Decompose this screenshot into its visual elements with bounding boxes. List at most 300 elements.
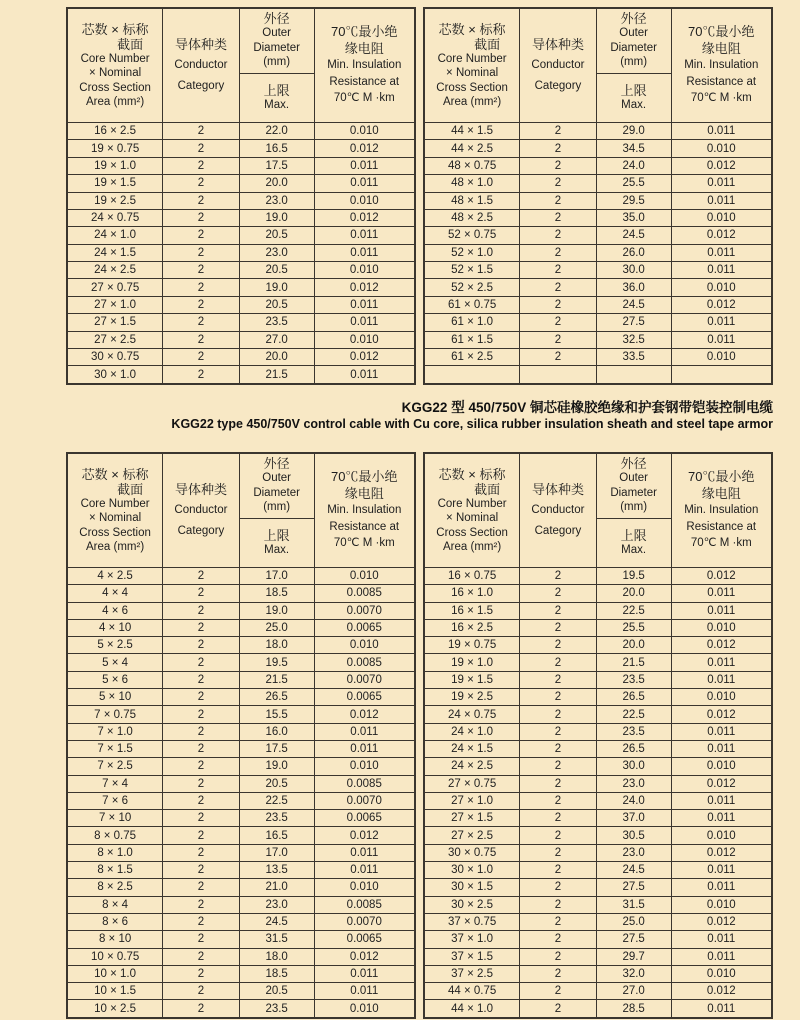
table-cell: 29.7: [596, 948, 671, 965]
header-line: 缘电阻: [701, 40, 741, 56]
header-line: Max.: [264, 98, 290, 111]
table-cell: 30.5: [596, 827, 671, 844]
table-cell: 0.012: [671, 227, 772, 244]
header-line: (mm): [263, 501, 291, 514]
header-line: Max.: [621, 543, 647, 556]
table-cell: 2: [520, 758, 597, 775]
table-row: [424, 965, 772, 982]
table-cell: 0.011: [671, 654, 772, 671]
table-cell: [520, 366, 597, 384]
table-cell: 0.010: [314, 568, 415, 585]
table-row: [424, 279, 772, 296]
table-row: [424, 262, 772, 279]
table-cell: 0.010: [314, 192, 415, 209]
table-cell: 23.0: [596, 775, 671, 792]
header-line: 缘电阻: [701, 485, 741, 501]
table-cell: 0.011: [671, 314, 772, 331]
table-cell: 2: [520, 331, 597, 348]
table-cell: 19 × 2.5: [424, 689, 520, 706]
table-cell: 0.011: [314, 366, 415, 384]
header-line: 上限: [263, 82, 290, 98]
header-line: Category: [177, 80, 225, 92]
table-cell: 0.011: [671, 792, 772, 809]
table-cell: 0.0085: [314, 896, 415, 913]
table-cell: 0.010: [671, 689, 772, 706]
header-line: Min. Insulation: [684, 59, 759, 72]
table-row: [67, 689, 415, 706]
header-line: Resistance at: [686, 75, 757, 88]
table-row: [424, 227, 772, 244]
table-cell: 52 × 1.0: [424, 244, 520, 261]
table-cell: 26.5: [239, 689, 314, 706]
table-row: [424, 948, 772, 965]
table-cell: 22.5: [239, 792, 314, 809]
header-line: 导体种类: [531, 482, 584, 497]
table-cell: 5 × 10: [67, 689, 163, 706]
table-body: [424, 123, 772, 384]
table-row: [424, 209, 772, 226]
header-min-insulation-resistance: [314, 8, 415, 123]
table-cell: 0.0085: [314, 775, 415, 792]
table-cell: 33.5: [596, 348, 671, 365]
table-row: [67, 331, 415, 348]
table-row: [67, 862, 415, 879]
header-line: 芯数 × 标称: [81, 21, 149, 37]
table-cell: 44 × 2.5: [424, 140, 520, 157]
table-cell: 0.012: [314, 827, 415, 844]
section-title-en: KGG22 type 450/750V control cable with Cu core, silica rubber insulation sheath and steel tape armor: [171, 417, 773, 431]
table-cell: 48 × 0.75: [424, 157, 520, 174]
table-row: [67, 671, 415, 688]
table-row: [67, 740, 415, 757]
table-cell: 2: [163, 983, 240, 1000]
header-line: 缘电阻: [344, 40, 384, 56]
table-row: [67, 585, 415, 602]
table-cell: 2: [163, 602, 240, 619]
table-cell: 8 × 6: [67, 913, 163, 930]
table-row: [67, 844, 415, 861]
table-row: [424, 913, 772, 930]
table-cell: 0.011: [671, 810, 772, 827]
table-cell: 32.0: [596, 965, 671, 982]
table-row: [67, 262, 415, 279]
table-row: [67, 1000, 415, 1018]
table-row: [424, 366, 772, 384]
table-row: [67, 879, 415, 896]
table-body: [424, 568, 772, 1018]
header-line: Cross Section: [436, 81, 508, 94]
table-cell: 7 × 10: [67, 810, 163, 827]
header-core-number: [67, 8, 163, 123]
table-cell: 2: [163, 827, 240, 844]
table-row: [424, 827, 772, 844]
table-cell: 0.010: [314, 758, 415, 775]
table-cell: 21.5: [239, 671, 314, 688]
table-cell: 0.010: [314, 262, 415, 279]
table-cell: 19 × 2.5: [67, 192, 163, 209]
table-cell: 44 × 0.75: [424, 983, 520, 1000]
table-cell: 0.0070: [314, 792, 415, 809]
table-cell: 8 × 2.5: [67, 879, 163, 896]
table-cell: 26.5: [596, 689, 671, 706]
table-cell: 4 × 4: [67, 585, 163, 602]
table-cell: 44 × 1.5: [424, 123, 520, 140]
table-cell: 2: [163, 671, 240, 688]
header-line: Cross Section: [79, 81, 151, 94]
table-cell: 27.5: [596, 879, 671, 896]
table-cell: 19.0: [239, 279, 314, 296]
header-line: Resistance at: [329, 520, 400, 533]
header-line: Diameter: [253, 41, 300, 54]
table-cell: 30 × 0.75: [67, 348, 163, 365]
table-cell: 2: [520, 965, 597, 982]
table-row: [67, 827, 415, 844]
table-cell: 0.0065: [314, 619, 415, 636]
table-cell: 0.011: [671, 123, 772, 140]
table-cell: 32.5: [596, 331, 671, 348]
section-title-zh: KGG22 型 450/750V 铜芯硅橡胶绝缘和护套钢带铠装控制电缆: [401, 400, 773, 415]
table-cell: 0.0070: [314, 913, 415, 930]
table-cell: 37 × 1.5: [424, 948, 520, 965]
header-line: Conductor: [174, 504, 228, 516]
table-row: [424, 123, 772, 140]
table-cell: 2: [520, 1000, 597, 1018]
table-cell: 2: [163, 706, 240, 723]
table-cell: 2: [520, 879, 597, 896]
table-row: [67, 314, 415, 331]
table-cell: 2: [163, 192, 240, 209]
header-line: Core Number: [80, 52, 150, 65]
table-cell: 19.0: [239, 758, 314, 775]
table-cell: 0.012: [314, 706, 415, 723]
header-line: 70℃最小绝: [331, 24, 398, 40]
table-cell: 7 × 6: [67, 792, 163, 809]
header-line: Category: [177, 525, 225, 537]
table-cell: 0.0070: [314, 671, 415, 688]
header-line: Conductor: [531, 59, 585, 71]
table-cell: 2: [163, 654, 240, 671]
table-cell: 22.0: [239, 123, 314, 140]
table-cell: 2: [520, 568, 597, 585]
table-cell: 0.011: [314, 296, 415, 313]
table-cell: 8 × 1.5: [67, 862, 163, 879]
table-cell: 0.011: [314, 965, 415, 982]
table-cell: 2: [163, 585, 240, 602]
table-cell: 0.012: [671, 157, 772, 174]
header-line: Outer: [619, 27, 649, 40]
table-cell: 24 × 1.5: [67, 244, 163, 261]
header-line: 70℃ M ·km: [333, 92, 395, 105]
header-outer-diameter: [239, 453, 314, 518]
header-line: Diameter: [610, 41, 657, 54]
table-cell: 24.0: [596, 157, 671, 174]
header-line: (mm): [620, 501, 648, 514]
table-cell: 0.011: [314, 227, 415, 244]
table-header: [67, 8, 415, 123]
table-cell: 0.011: [671, 723, 772, 740]
table-cell: 31.5: [239, 931, 314, 948]
table-row: [424, 810, 772, 827]
table-cell: 2: [163, 331, 240, 348]
header-core-number: [67, 453, 163, 568]
table-cell: 2: [163, 948, 240, 965]
table-row: [424, 844, 772, 861]
table-cell: 4 × 6: [67, 602, 163, 619]
header-conductor-category: [163, 453, 240, 568]
table-row: [67, 706, 415, 723]
table-cell: 16.5: [239, 827, 314, 844]
table-cell: 52 × 2.5: [424, 279, 520, 296]
table-cell: 23.5: [239, 810, 314, 827]
table-cell: 2: [163, 775, 240, 792]
table-cell: 2: [163, 157, 240, 174]
header-line: × Nominal: [89, 512, 142, 524]
table-cell: 0.010: [314, 637, 415, 654]
table-cell: 10 × 1.0: [67, 965, 163, 982]
table-cell: 2: [163, 366, 240, 384]
table-cell: 2: [163, 862, 240, 879]
table-cell: 0.012: [314, 348, 415, 365]
table-row: [424, 140, 772, 157]
table-cell: 2: [163, 619, 240, 636]
table-cell: 2: [520, 654, 597, 671]
table-cell: 18.5: [239, 585, 314, 602]
table-cell: 0.011: [314, 244, 415, 261]
table-cell: 20.0: [239, 175, 314, 192]
table-cell: 19 × 1.0: [424, 654, 520, 671]
table-cell: 35.0: [596, 209, 671, 226]
table-cell: 2: [520, 844, 597, 861]
header-max-upper-limit: [239, 73, 314, 122]
table-cell: 7 × 1.5: [67, 740, 163, 757]
table-cell: 10 × 0.75: [67, 948, 163, 965]
table-row: [67, 931, 415, 948]
table-cell: 23.5: [596, 723, 671, 740]
table-cell: 24 × 2.5: [424, 758, 520, 775]
table-cell: 0.010: [671, 348, 772, 365]
table-cell: 2: [520, 279, 597, 296]
table-cell: [596, 366, 671, 384]
header-line: 70℃ M ·km: [690, 537, 752, 550]
table-cell: 25.0: [596, 913, 671, 930]
header-line: × Nominal: [89, 67, 142, 79]
table-cell: 48 × 2.5: [424, 209, 520, 226]
table-cell: 20.5: [239, 262, 314, 279]
table-row: [67, 619, 415, 636]
table-cell: 2: [163, 262, 240, 279]
table-cell: 0.011: [671, 602, 772, 619]
table-cell: 0.0065: [314, 689, 415, 706]
table-row: [67, 279, 415, 296]
table-header: [424, 8, 772, 123]
table-cell: 7 × 2.5: [67, 758, 163, 775]
table-cell: 2: [163, 348, 240, 365]
table-row: [67, 948, 415, 965]
table-cell: 61 × 2.5: [424, 348, 520, 365]
table-cell: 21.5: [239, 366, 314, 384]
header-line: 外径: [263, 10, 290, 26]
table-row: [67, 209, 415, 226]
table-cell: 2: [163, 879, 240, 896]
table-row: [67, 896, 415, 913]
header-line: 截面: [474, 36, 501, 52]
table-row: [424, 758, 772, 775]
table-cell: 0.011: [671, 740, 772, 757]
table-cell: 2: [520, 706, 597, 723]
table-cell: 2: [163, 296, 240, 313]
table-cell: 2: [520, 740, 597, 757]
header-line: 缘电阻: [344, 485, 384, 501]
table-cell: 0.012: [671, 637, 772, 654]
table-cell: 19 × 1.5: [424, 671, 520, 688]
table-cell: 27.0: [239, 331, 314, 348]
table-row: [424, 775, 772, 792]
header-line: 70℃ M ·km: [333, 537, 395, 550]
table-row: [424, 331, 772, 348]
table-cell: 0.012: [314, 279, 415, 296]
table-cell: 37 × 1.0: [424, 931, 520, 948]
table-row: [67, 775, 415, 792]
header-line: 70℃最小绝: [688, 469, 755, 485]
header-line: Core Number: [437, 497, 507, 510]
section-title: [171, 399, 773, 433]
table-cell: 0.010: [671, 140, 772, 157]
table-body: [67, 568, 415, 1018]
header-min-insulation-resistance: [671, 453, 772, 568]
table-row: [67, 366, 415, 384]
table-cell: 31.5: [596, 896, 671, 913]
table-cell: 2: [520, 671, 597, 688]
table-cell: 27 × 0.75: [424, 775, 520, 792]
table-cell: [424, 366, 520, 384]
table-cell: 2: [163, 175, 240, 192]
table-cell: 19 × 0.75: [67, 140, 163, 157]
table-cell: 30.0: [596, 262, 671, 279]
header-line: 外径: [620, 10, 647, 26]
table-cell: 2: [520, 723, 597, 740]
table-cell: 7 × 1.0: [67, 723, 163, 740]
table-cell: 2: [520, 792, 597, 809]
table-row: [424, 157, 772, 174]
header-line: 70℃最小绝: [688, 24, 755, 40]
header-conductor-category: [520, 8, 597, 123]
table-row: [424, 192, 772, 209]
table-cell: 0.012: [671, 844, 772, 861]
table-cell: 2: [163, 965, 240, 982]
spec-table-lower-right: [423, 452, 773, 1019]
table-row: [67, 983, 415, 1000]
header-line: Category: [534, 525, 582, 537]
table-cell: 37.0: [596, 810, 671, 827]
table-cell: 17.0: [239, 568, 314, 585]
table-cell: 19.0: [239, 602, 314, 619]
table-cell: 0.011: [314, 983, 415, 1000]
table-cell: 2: [163, 568, 240, 585]
table-cell: 24 × 1.0: [424, 723, 520, 740]
table-cell: 20.5: [239, 296, 314, 313]
table-cell: 20.5: [239, 983, 314, 1000]
table-cell: 2: [163, 140, 240, 157]
table-cell: 24 × 0.75: [67, 209, 163, 226]
header-line: Cross Section: [436, 526, 508, 539]
table-cell: 0.011: [671, 1000, 772, 1018]
spec-table-upper-right: [423, 7, 773, 385]
table-cell: 24.5: [596, 862, 671, 879]
table-cell: 2: [520, 262, 597, 279]
table-row: [67, 123, 415, 140]
table-cell: 0.010: [314, 1000, 415, 1018]
table-row: [67, 296, 415, 313]
table-cell: 2: [163, 123, 240, 140]
table-cell: 2: [520, 637, 597, 654]
table-cell: 17.0: [239, 844, 314, 861]
table-cell: 22.5: [596, 706, 671, 723]
table-cell: 2: [520, 209, 597, 226]
table-cell: 27.5: [596, 931, 671, 948]
header-line: 芯数 × 标称: [81, 466, 149, 482]
table-cell: 0.012: [314, 948, 415, 965]
table-cell: 2: [520, 227, 597, 244]
table-row: [424, 1000, 772, 1018]
table-cell: 19.0: [239, 209, 314, 226]
table-cell: 21.5: [596, 654, 671, 671]
table-row: [67, 723, 415, 740]
table-cell: 19.5: [239, 654, 314, 671]
table-cell: 27 × 1.0: [67, 296, 163, 313]
header-line: Resistance at: [686, 520, 757, 533]
table-cell: 0.0085: [314, 585, 415, 602]
header-line: 上限: [620, 527, 647, 543]
table-cell: 2: [163, 314, 240, 331]
table-cell: 8 × 4: [67, 896, 163, 913]
table-cell: 2: [520, 689, 597, 706]
table-cell: 2: [520, 931, 597, 948]
table-cell: 0.010: [671, 758, 772, 775]
table-cell: 21.0: [239, 879, 314, 896]
header-line: 导体种类: [174, 37, 227, 52]
table-cell: 0.011: [314, 740, 415, 757]
table-cell: 34.5: [596, 140, 671, 157]
table-cell: 30 × 0.75: [424, 844, 520, 861]
table-cell: 24.5: [596, 296, 671, 313]
header-max-upper-limit: [596, 518, 671, 567]
table-cell: 61 × 0.75: [424, 296, 520, 313]
table-cell: 25.5: [596, 619, 671, 636]
table-cell: 23.0: [239, 192, 314, 209]
table-cell: 2: [520, 896, 597, 913]
table-cell: 22.5: [596, 602, 671, 619]
header-line: Min. Insulation: [327, 59, 402, 72]
header-line: Area (mm²): [443, 541, 502, 553]
table-row: [424, 792, 772, 809]
table-row: [67, 140, 415, 157]
table-cell: 2: [520, 157, 597, 174]
header-line: Outer: [619, 472, 649, 485]
table-cell: 0.011: [314, 862, 415, 879]
table-cell: 2: [520, 244, 597, 261]
header-line: 截面: [117, 481, 144, 497]
table-cell: 18.5: [239, 965, 314, 982]
table-cell: 23.5: [596, 671, 671, 688]
spec-table-lower-left: [66, 452, 416, 1019]
table-cell: 2: [163, 740, 240, 757]
table-cell: 44 × 1.0: [424, 1000, 520, 1018]
table-cell: 0.011: [671, 175, 772, 192]
table-cell: 7 × 4: [67, 775, 163, 792]
table-header: [67, 453, 415, 568]
table-cell: 27 × 2.5: [424, 827, 520, 844]
table-row: [424, 654, 772, 671]
